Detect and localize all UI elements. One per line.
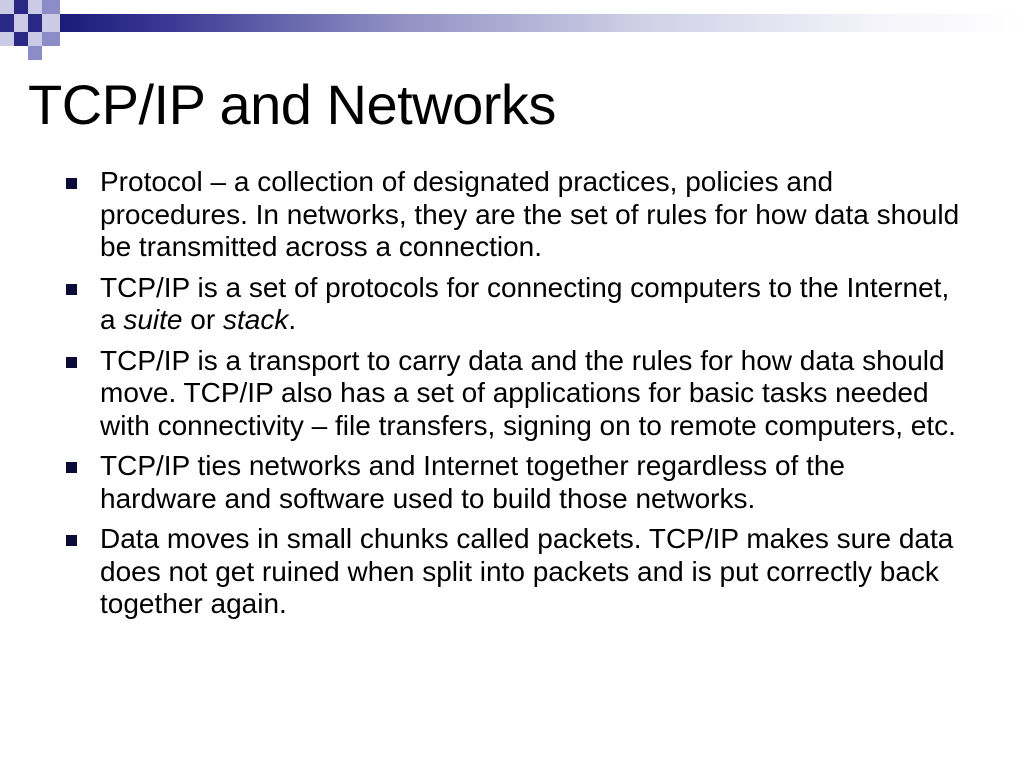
decor-square — [28, 32, 42, 46]
bullet-text: TCP/IP is a transport to carry data and the rules for how data should move. TCP/IP also has a set of applications for basic tasks needed with connectivity – file transfers, signing on to remote computers, etc. — [100, 344, 956, 441]
decor-square — [0, 14, 14, 32]
decor-square — [42, 14, 60, 32]
square-bullet-icon — [66, 284, 77, 295]
bullet-text: Protocol – a collection of designated practices, policies and procedures. In networks, they are the set of rules for how data should be transmitted across a connection. — [100, 166, 960, 262]
square-bullet-icon — [66, 178, 77, 189]
decor-square — [28, 0, 42, 14]
emphasis-stack: stack — [222, 304, 289, 335]
bullet-item — [66, 450, 966, 515]
bullet-item — [66, 272, 966, 337]
decor-square — [28, 46, 42, 60]
emphasis-suite: suite — [123, 304, 183, 335]
decor-square — [0, 0, 14, 14]
bullet-item — [66, 345, 966, 443]
bullet-item — [66, 523, 966, 621]
header-gradient-bar — [60, 14, 1024, 32]
slide-title: TCP/IP and Networks — [28, 73, 556, 136]
decor-square — [28, 14, 42, 32]
decor-square — [0, 32, 14, 46]
decor-square — [42, 0, 60, 14]
decor-square — [42, 32, 60, 46]
bullet-text-part: TCP/IP is a set of protocols for connecting computers to the Internet, a — [100, 271, 950, 335]
bullet-item — [66, 166, 966, 264]
header-decoration — [0, 0, 1024, 64]
bullet-text-part: or — [182, 304, 223, 335]
bullet-list — [66, 166, 966, 629]
square-bullet-icon — [66, 357, 77, 368]
bullet-text: Data moves in small chunks called packets. TCP/IP makes sure data does not get ruined when split into packets and is put correctly back together again. — [100, 523, 954, 619]
decor-square — [14, 0, 28, 14]
decor-square — [14, 32, 28, 46]
square-bullet-icon — [66, 535, 77, 546]
square-bullet-icon — [66, 462, 77, 473]
bullet-text: TCP/IP ties networks and Internet together regardless of the hardware and software used to build those networks. — [100, 450, 845, 514]
bullet-text-part: . — [288, 304, 297, 335]
decor-square — [14, 14, 28, 32]
